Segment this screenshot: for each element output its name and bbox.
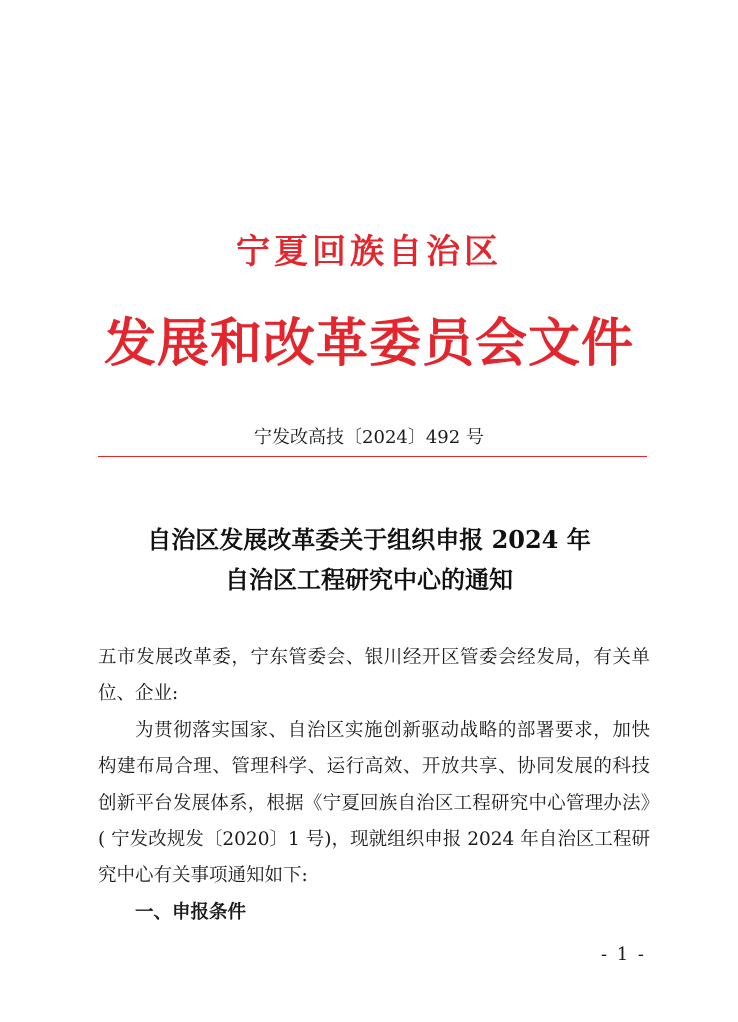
document-body [98,640,650,931]
masthead-region-name: 宁夏回族自治区 [236,232,502,272]
page-number: - 1 - [600,944,646,965]
red-divider-line [98,456,647,457]
salutation: 五市发展改革委，宁东管委会、银川经开区管委会经发局，有关单位、企业: [98,647,650,705]
section-heading: 一、申报条件 [135,901,247,923]
masthead-issuer-name: 发展和改革委员会文件 [103,313,634,374]
document-title [0,520,738,600]
document-title-line1: 自治区发展改革委关于组织申报 2024 年 [147,525,591,554]
document-title-line2: 自治区工程研究中心的通知 [225,565,513,594]
document-number: 宁发改高技〔2024〕492 号 [254,427,484,448]
body-paragraph: 为贯彻落实国家、自治区实施创新驱动战略的部署要求，加快构建布局合理、管理科学、运行高效、开放共享、协同发展的科技创新平台发展体系，根据《宁夏回族自治区工程研究中心管理办法》( 宁发改规发〔2020〕1 号)，现就组织申报 2024 年自治区工程研究中心有关事项通知如下: [98,719,650,887]
